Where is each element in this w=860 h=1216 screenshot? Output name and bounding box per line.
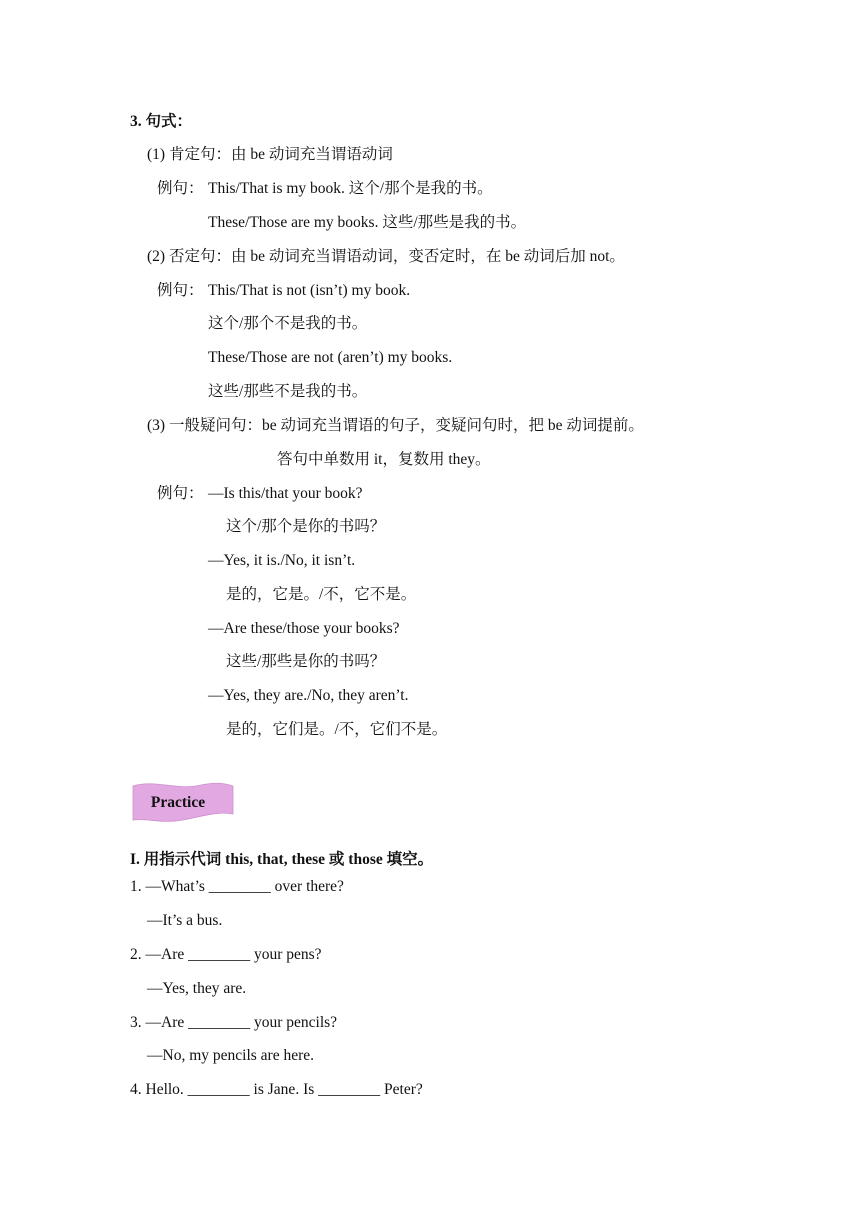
exercise-item-2: 2. —Are ________ your pens? xyxy=(130,946,322,963)
question-example-2-cn: 这些/那些是你的书吗？ xyxy=(226,653,386,670)
answer-example-1-cn: 是的，它是。/不，它不是。 xyxy=(226,586,417,603)
question-title: (3) 一般疑问句：be 动词充当谓语的句子，变疑问句时，把 be 动词提前。 xyxy=(147,417,644,434)
negative-title: (2) 否定句：由 be 动词充当谓语动词，变否定时，在 be 动词后加 not。 xyxy=(147,248,625,265)
affirmative-example-1: This/That is my book. 这个/那个是我的书。 xyxy=(208,180,493,197)
exercise-section-title: I. 用指示代词 this, that, these 或 those 填空。 xyxy=(130,851,434,868)
question-example-2: —Are these/those your books? xyxy=(208,620,400,637)
question-example-label: 例句： xyxy=(157,485,204,502)
exercise-item-3: 3. —Are ________ your pencils? xyxy=(130,1014,338,1031)
answer-example-1: —Yes, it is./No, it isn’t. xyxy=(208,552,356,569)
exercise-item-2-answer: —Yes, they are. xyxy=(147,980,247,997)
affirmative-title: (1) 肯定句：由 be 动词充当谓语动词 xyxy=(147,146,393,163)
exercise-item-1: 1. —What’s ________ over there? xyxy=(130,878,344,895)
question-note: 答句中单数用 it，复数用 they。 xyxy=(277,451,491,468)
affirmative-example-2: These/Those are my books. 这些/那些是我的书。 xyxy=(208,214,527,231)
practice-banner xyxy=(131,780,235,824)
negative-example-1-cn: 这个/那个不是我的书。 xyxy=(208,315,368,332)
question-example-1-cn: 这个/那个是你的书吗？ xyxy=(226,518,386,535)
exercise-item-1-answer: —It’s a bus. xyxy=(147,912,223,929)
affirmative-example-label: 例句： xyxy=(157,180,204,197)
negative-example-label: 例句： xyxy=(157,282,204,299)
negative-example-2-cn: 这些/那些不是我的书。 xyxy=(208,383,368,400)
answer-example-2: —Yes, they are./No, they aren’t. xyxy=(208,687,409,704)
exercise-item-4: 4. Hello. ________ is Jane. Is ________ Peter? xyxy=(130,1081,423,1098)
practice-banner-label: Practice xyxy=(150,794,206,811)
negative-example-2: These/Those are not (aren’t) my books. xyxy=(208,349,453,366)
exercise-item-3-answer: —No, my pencils are here. xyxy=(147,1047,314,1064)
negative-example-1: This/That is not (isn’t) my book. xyxy=(208,282,411,299)
section-heading: 3. 句式： xyxy=(130,113,193,130)
answer-example-2-cn: 是的，它们是。/不，它们不是。 xyxy=(226,721,448,738)
question-example-1: —Is this/that your book? xyxy=(208,485,363,502)
